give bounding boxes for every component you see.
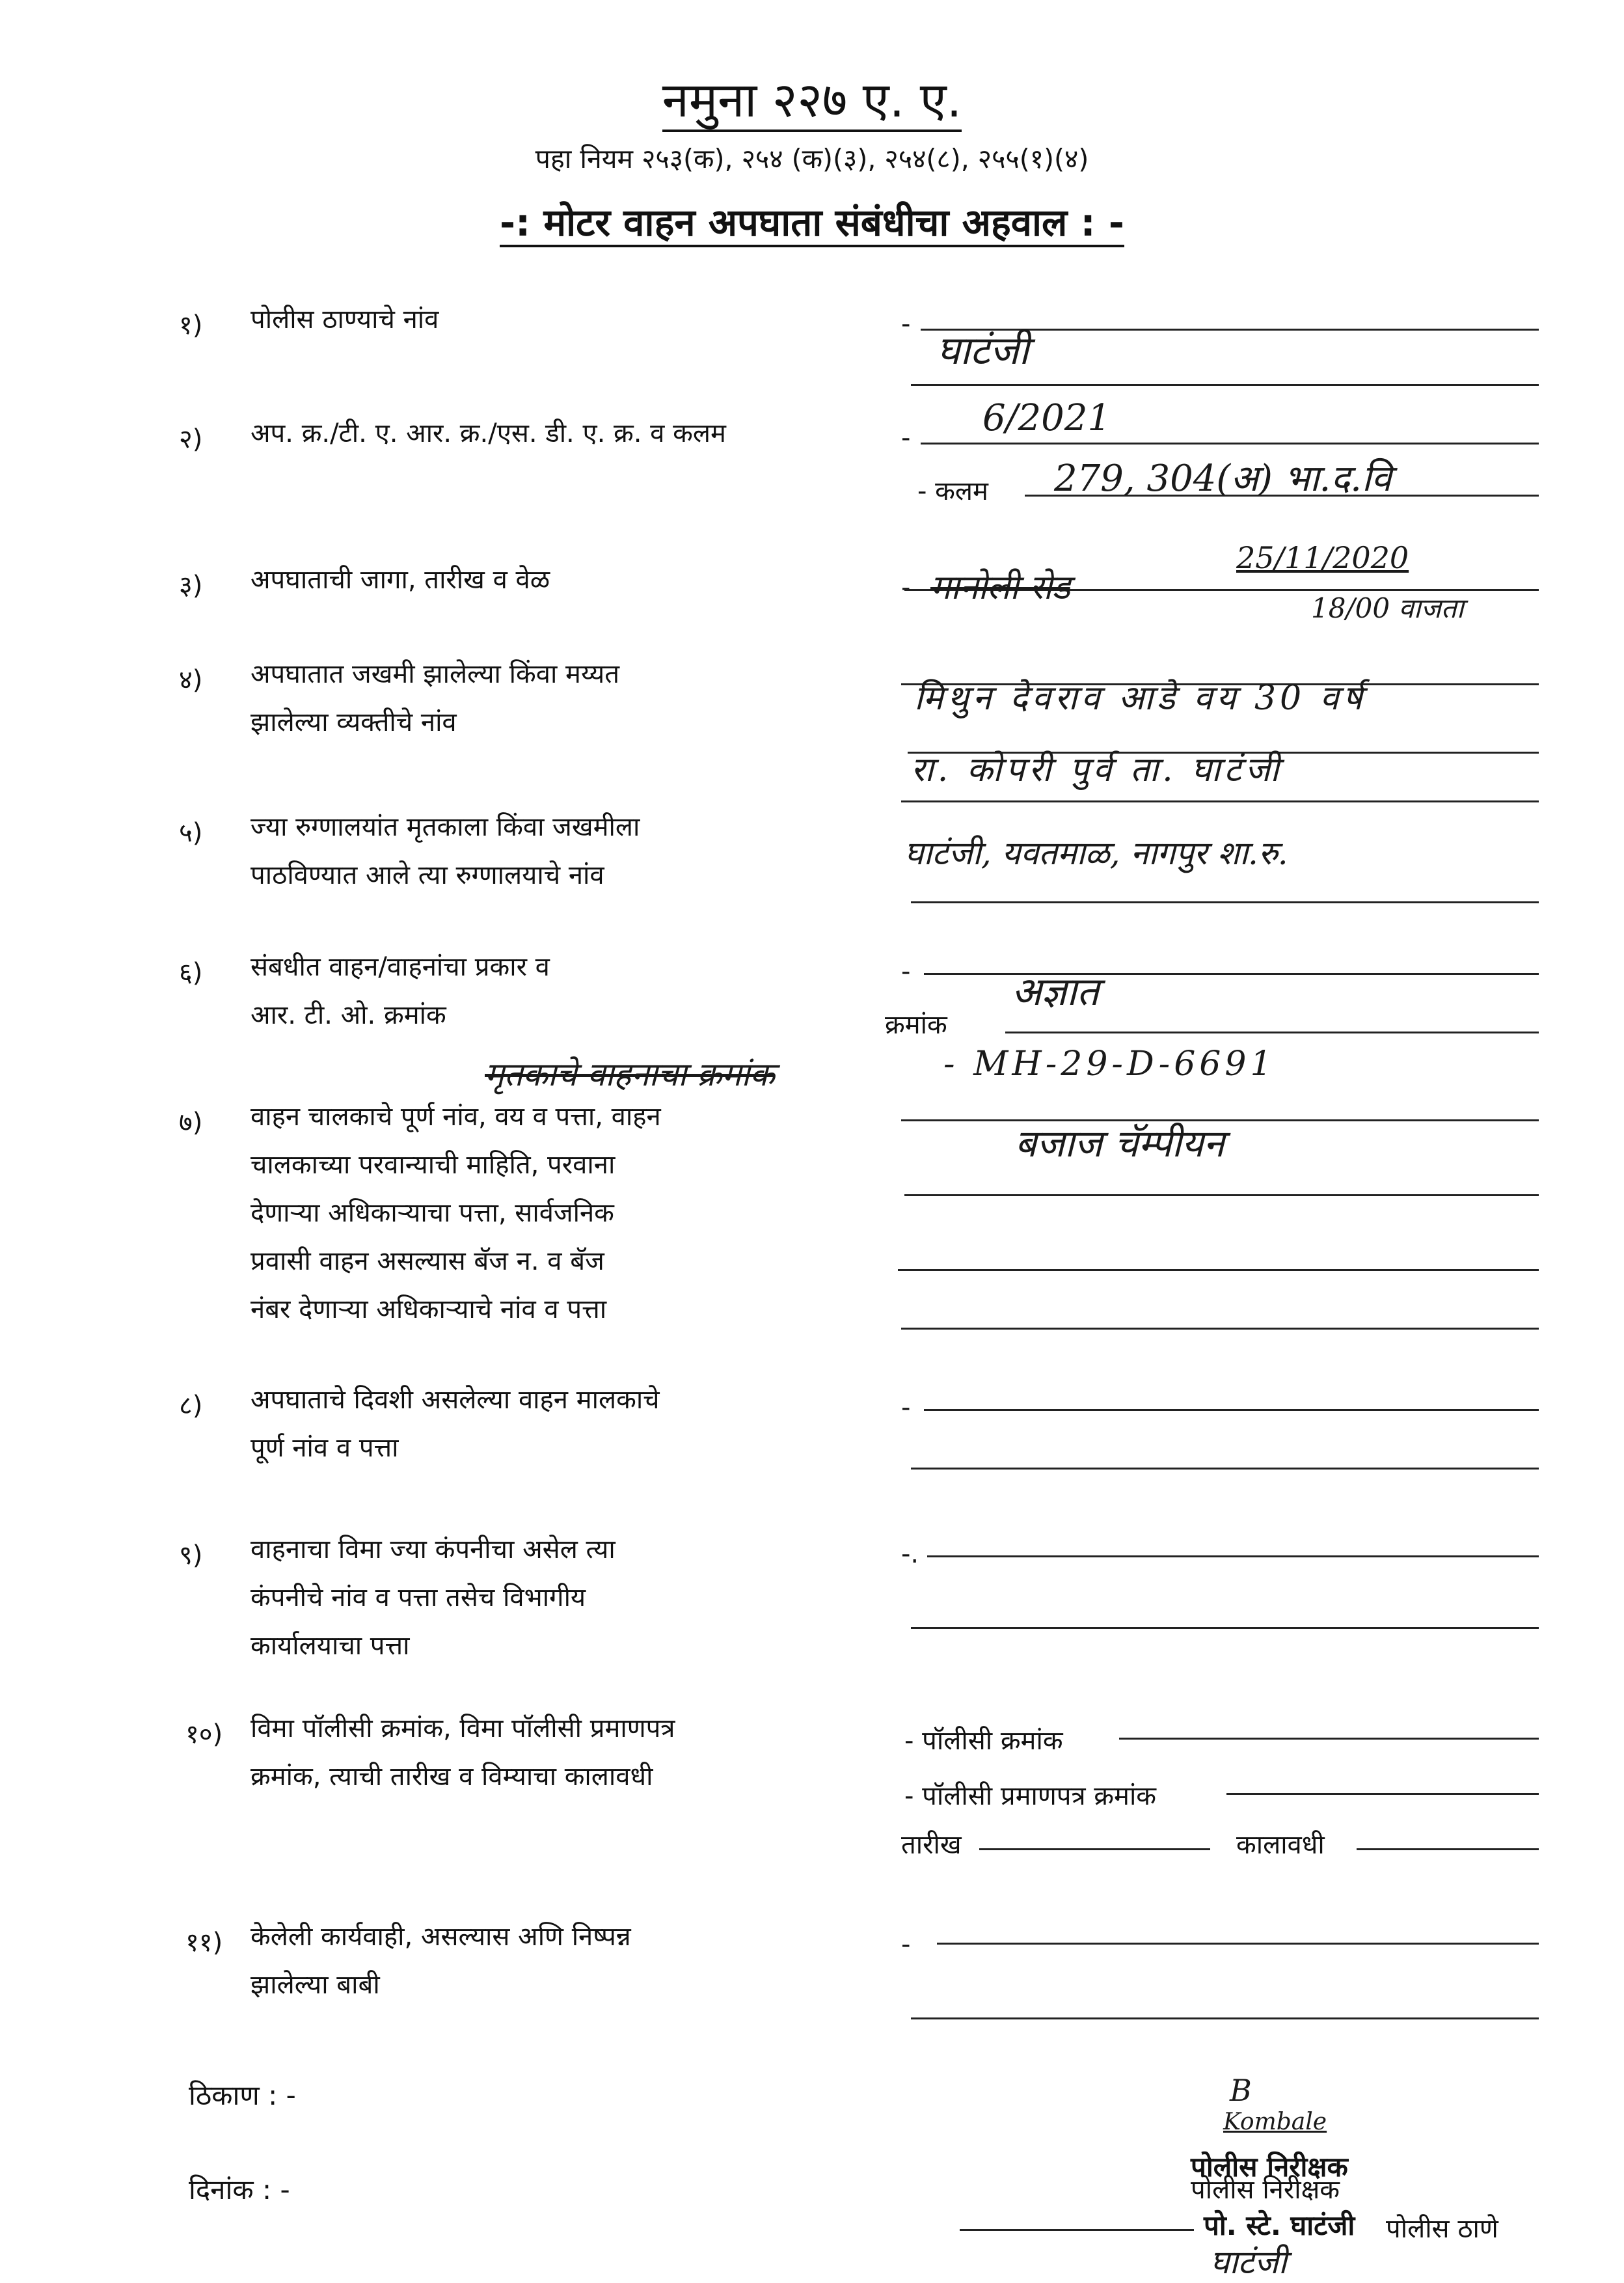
station-entry: घाटंजी [937, 328, 1029, 374]
answer-line [937, 1943, 1539, 1945]
item-label: झालेल्या बाबी [250, 1970, 380, 2000]
item-number: ६) [179, 958, 203, 988]
hospital-entry: घाटंजी, यवतमाळ, नागपुर शा.रु. [904, 834, 1288, 872]
answer-line [1005, 1032, 1539, 1033]
field-dash: -. [901, 1539, 919, 1569]
item-label: केलेली कार्यवाही, असल्यास अणि निष्पन्न [250, 1922, 631, 1952]
time-entry: 18/00 वाजता [1311, 592, 1464, 624]
signature-line [960, 2229, 1194, 2231]
officer-title: पोलीस निरीक्षक [1191, 2175, 1340, 2205]
answer-line [911, 384, 1539, 386]
signature: Kombale [1223, 2109, 1327, 2135]
field-dash: - [901, 1930, 911, 1960]
item-label: विमा पॉलीसी क्रमांक, विमा पॉलीसी प्रमाणपत्र [250, 1714, 675, 1743]
item-label: ज्या रुग्णालयांत मृतकाला किंवा जखमीला [250, 812, 640, 842]
item-label: अपघातात जखमी झालेल्या किंवा मय्यत [250, 659, 620, 689]
item-number: १) [179, 310, 203, 340]
item-label: नंबर देणाऱ्या अधिकाऱ्याचे नांव व पत्ता [250, 1294, 607, 1324]
sections-entry: 279, 304(अ) भा.द.वि [1054, 458, 1392, 500]
answer-line [911, 1627, 1539, 1629]
answer-line [1357, 1848, 1539, 1850]
field-dash: - [901, 573, 911, 603]
answer-line [911, 901, 1539, 903]
item-label: प्रवासी वाहन असल्यास बॅज न. व बॅज [250, 1246, 604, 1276]
answer-line [1226, 1793, 1539, 1795]
vehicle-model-entry: बजाज चॅम्पीयन [1015, 1121, 1225, 1166]
date-entry: 25/11/2020 [1236, 540, 1409, 575]
item-label: वाहन चालकाचे पूर्ण नांव, वय व पत्ता, वाहन [250, 1102, 661, 1132]
answer-line [898, 1269, 1539, 1271]
item-label: अप. क्र./टी. ए. आर. क्र./एस. डी. ए. क्र. व कलम [250, 418, 726, 448]
signature-initial: B [1230, 2073, 1252, 2108]
field-dash: - [901, 1393, 911, 1423]
item-label: पोलीस ठाण्याचे नांव [250, 305, 439, 335]
answer-line [927, 1555, 1539, 1557]
item-number: २) [179, 424, 203, 454]
station-signature: घाटंजी [1210, 2243, 1287, 2281]
item-number: ३) [179, 571, 203, 601]
item-label: पूर्ण नांव व पत्ता [250, 1433, 399, 1463]
item-label: अपघाताचे दिवशी असलेल्या वाहन मालकाचे [250, 1385, 660, 1415]
place-label: ठिकाण : - [189, 2079, 296, 2111]
stamp-station: पो. स्टे. घाटंजी [1204, 2209, 1355, 2241]
stamp-officer: पोलीस निरीक्षक [1191, 2151, 1348, 2183]
item-label: वाहनाचा विमा ज्या कंपनीचा असेल त्या [250, 1535, 616, 1565]
answer-line [921, 443, 1539, 444]
report-subtitle: -: मोटर वाहन अपघाता संबंधीचा अहवाल : - [0, 195, 1624, 247]
item-label: आर. टी. ओ. क्रमांक [250, 1000, 446, 1030]
item-number: ८) [179, 1391, 203, 1421]
case-number-entry: 6/2021 [982, 397, 1111, 439]
field-dash: - [901, 423, 911, 453]
victim-address-entry: रा. कोपरी पुर्व ता. घाटंजी [911, 750, 1283, 789]
item-label: संबधीत वाहन/वाहनांचा प्रकार व [250, 952, 550, 982]
rule-reference: पहा नियम २५३(क), २५४ (क)(३), २५४(८), २५५(१)(४) [535, 143, 1089, 174]
field-dash: - [901, 957, 911, 987]
answer-line [901, 1328, 1539, 1330]
item-number: ९) [179, 1540, 203, 1570]
item-number: १०) [185, 1719, 223, 1749]
vehicle-type-entry: अज्ञात [1012, 969, 1100, 1015]
answer-line [911, 1468, 1539, 1470]
answer-line [904, 1194, 1539, 1196]
item-label: झालेल्या व्यक्तीचे नांव [250, 707, 457, 737]
item-number: ५) [179, 818, 203, 848]
tarikh-label: तारीख [901, 1830, 962, 1860]
item-label: देणाऱ्या अधिकाऱ्याचा पत्ता, सार्वजनिक [250, 1198, 614, 1228]
victim-name-entry: मिथुन देवराव आडे वय 30 वर्ष [914, 679, 1366, 718]
item-number: ११) [185, 1928, 223, 1958]
vehicle-number-entry: - MH-29-D-6691 [943, 1045, 1276, 1084]
item-number: ४) [179, 665, 203, 695]
policy-certificate-label: - पॉलीसी प्रमाणपत्र क्रमांक [904, 1781, 1157, 1811]
field-dash: - [901, 309, 911, 339]
answer-line [924, 1409, 1539, 1411]
item-label: चालकाच्या परवान्याची माहिति, परवाना [250, 1150, 616, 1180]
place-entry: मानोली रोड [930, 568, 1070, 607]
item-label: कंपनीचे नांव व पत्ता तसेच विभागीय [250, 1583, 586, 1613]
answer-line [979, 1848, 1210, 1850]
station-title: पोलीस ठाणे [1386, 2214, 1498, 2244]
item-number: ७) [179, 1108, 203, 1138]
kalam-label: - कलम [917, 476, 988, 506]
answer-line [911, 2017, 1539, 2019]
form-title: नमुना २२७ ए. ए. [0, 65, 1624, 131]
item-label: कार्यालयाचा पत्ता [250, 1631, 410, 1661]
answer-line [901, 800, 1539, 802]
item-label: क्रमांक, त्याची तारीख व विम्याचा कालावधी [250, 1762, 653, 1792]
kramank-label: क्रमांक [885, 1010, 947, 1040]
answer-line [1119, 1738, 1539, 1740]
date-label: दिनांक : - [189, 2174, 290, 2206]
vehicle-number-label-entry: मृतकाचे वाहनाचा क्रमांक [485, 1056, 775, 1093]
item-label: पाठविण्यात आले त्या रुग्णालयाचे नांव [250, 860, 604, 890]
policy-number-label: - पॉलीसी क्रमांक [904, 1726, 1063, 1756]
kalavadhi-label: कालावधी [1236, 1830, 1325, 1860]
item-label: अपघाताची जागा, तारीख व वेळ [250, 565, 550, 595]
